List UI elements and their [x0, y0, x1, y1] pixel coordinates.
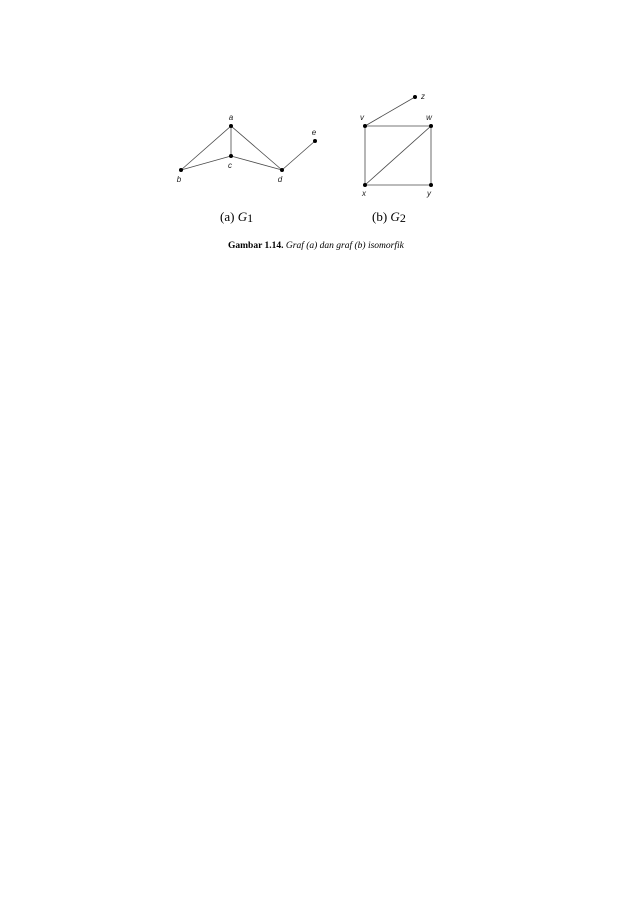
vertex-y: [429, 183, 433, 187]
vertex-w: [429, 124, 433, 128]
subcaption-g2-index: 2: [399, 211, 406, 225]
subcaption-g1: [220, 209, 253, 225]
vertex-x: [363, 183, 367, 187]
graph-g2: [360, 92, 433, 198]
figure-caption: [228, 241, 404, 251]
vertex-label-x: x: [362, 189, 366, 198]
vertex-label-a: a: [228, 113, 234, 122]
vertex-b: [179, 168, 183, 172]
vertex-label-b: b: [176, 175, 182, 184]
vertex-label-z: z: [421, 92, 425, 101]
vertex-label-y: y: [427, 189, 431, 198]
subcaption-g2-prefix: (b): [372, 209, 388, 224]
vertex-d: [280, 168, 284, 172]
subcaption-g1-prefix: (a): [220, 209, 235, 224]
vertex-label-d: d: [277, 175, 283, 184]
subcaption-g1-name: G: [237, 209, 248, 224]
subcaption-g2-name: G: [390, 209, 400, 224]
vertex-z: [413, 95, 417, 99]
edge-v-z: [365, 97, 415, 126]
vertex-c: [229, 154, 233, 158]
vertex-a: [229, 124, 233, 128]
vertex-label-c: c: [228, 161, 232, 170]
edge-d-e: [282, 141, 315, 170]
vertex-label-v: v: [360, 113, 364, 122]
subcaption-g2: [372, 209, 406, 225]
figure-caption-text: Graf (a) dan graf (b) isomorfik: [285, 241, 404, 251]
vertex-v: [363, 124, 367, 128]
graph-g1: [177, 113, 317, 184]
edge-w-x: [365, 126, 431, 185]
vertex-label-e: e: [311, 128, 317, 137]
subcaption-g1-index: 1: [247, 211, 254, 225]
vertex-e: [313, 139, 317, 143]
figure-caption-label: Gambar 1.14.: [228, 241, 284, 251]
vertex-label-w: w: [426, 113, 432, 122]
